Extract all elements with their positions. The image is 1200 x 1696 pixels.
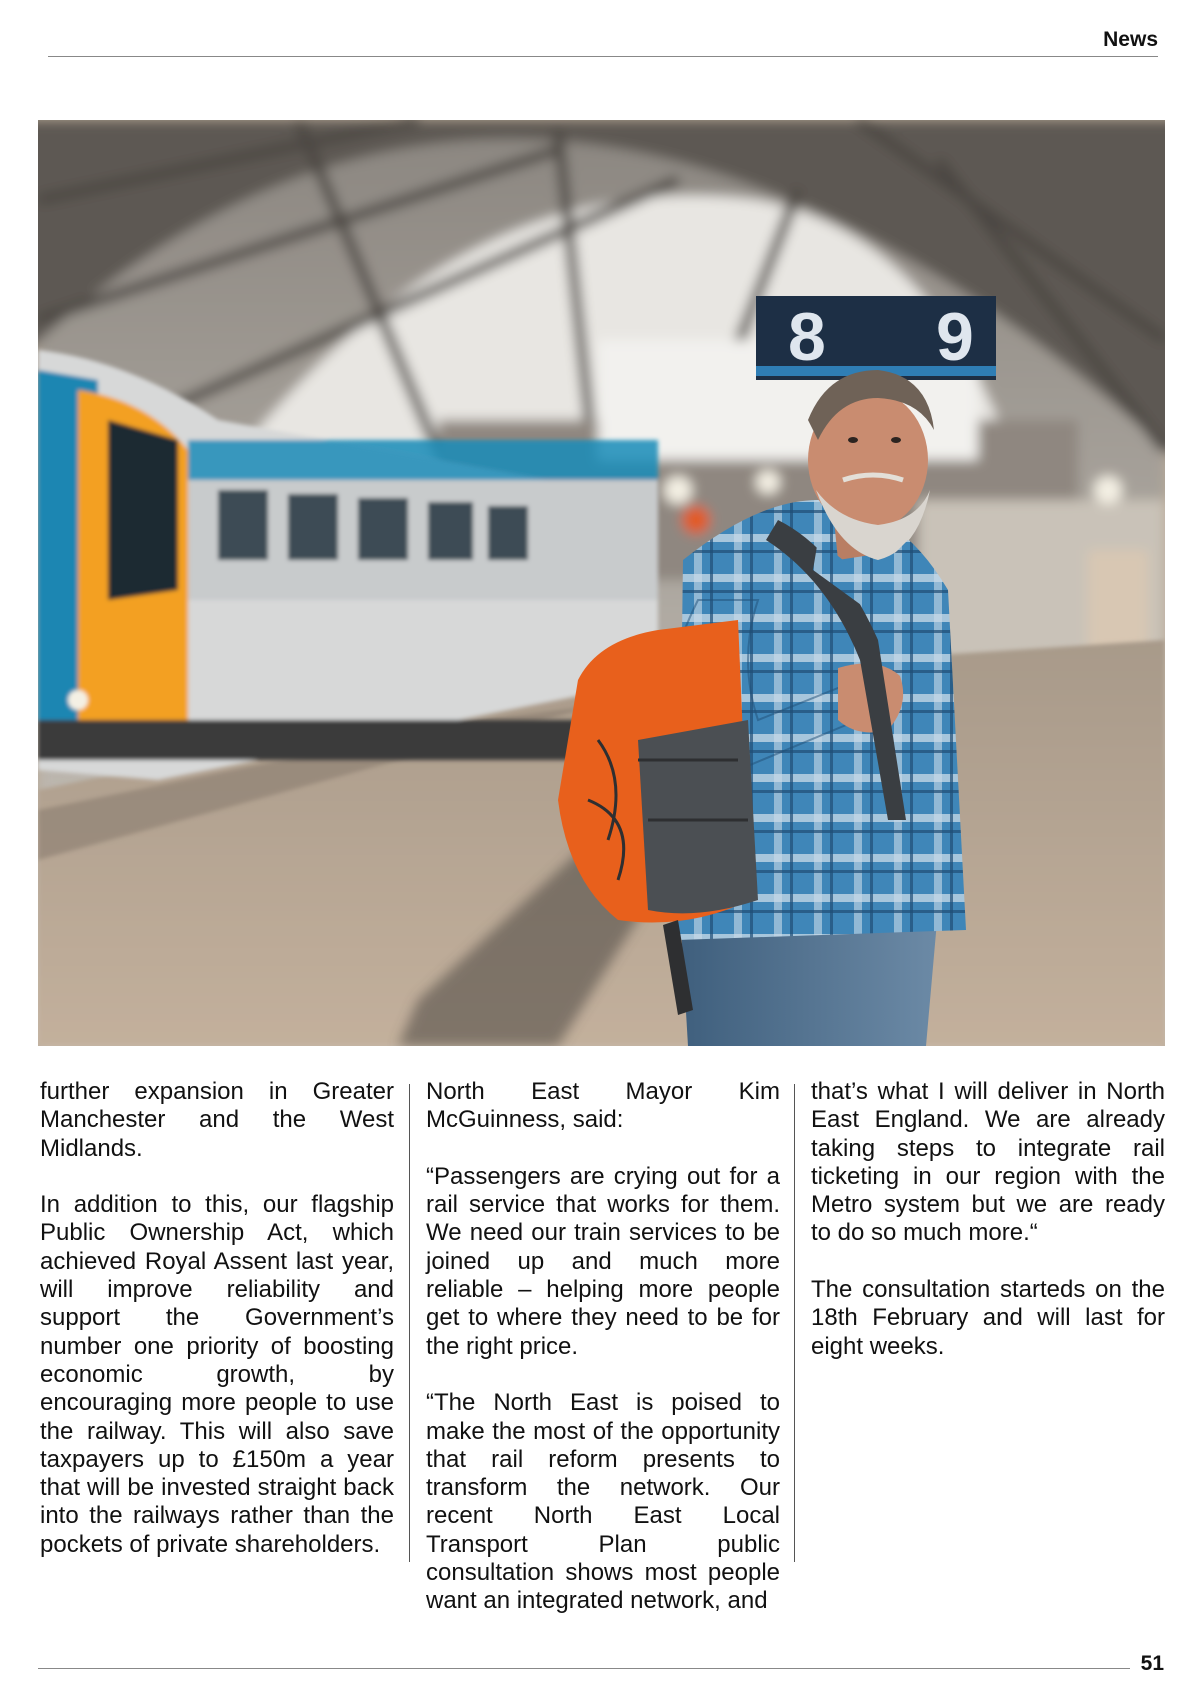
platform-sign-9: 9	[936, 299, 974, 375]
footer-rule	[38, 1668, 1130, 1669]
quote-paragraph: that’s what I will deliver in North East England. We are already taking steps to integrate rail ticketing in our region with the Metro system but we are ready to do so much more.“	[811, 1078, 1165, 1247]
paragraph: North East Mayor Kim McGuinness, said:	[426, 1078, 780, 1134]
section-label: News	[1103, 28, 1158, 51]
quote-paragraph: “The North East is poised to make the most of the opportunity that rail reform presents to transform the network. Our recent North East Local Transport Plan public consultation shows most people want an integrated network, and	[426, 1389, 780, 1615]
article-column-2	[426, 1078, 780, 1616]
paragraph: In addition to this, our flagship Public Ownership Act, which achieved Royal Assent last year, will improve reliability and support the Government’s number one priority of boosting economic growth, by encouraging more people to use the railway. This will also save taxpayers up to £150m a year that will be invested straight back into the railways rather than the pockets of private shareholders.	[40, 1191, 394, 1558]
page-number: 51	[1140, 1652, 1164, 1675]
article-column-1	[40, 1078, 394, 1559]
column-divider	[794, 1084, 795, 1562]
column-divider	[409, 1084, 410, 1562]
paragraph: further expansion in Greater Manchester and the West Midlands.	[40, 1078, 394, 1162]
quote-paragraph: “Passengers are crying out for a rail service that works for them. We need our train services to be joined up and much more reliable – helping more people get to where they need to be for the right price.	[426, 1162, 780, 1360]
article-body	[40, 1078, 1165, 1615]
article-photo	[38, 120, 1165, 1046]
platform-sign-8: 8	[788, 299, 826, 375]
paragraph: The consultation starteds on the 18th February and will last for eight weeks.	[811, 1276, 1165, 1360]
header-rule	[48, 56, 1158, 57]
article-column-3	[811, 1078, 1165, 1361]
